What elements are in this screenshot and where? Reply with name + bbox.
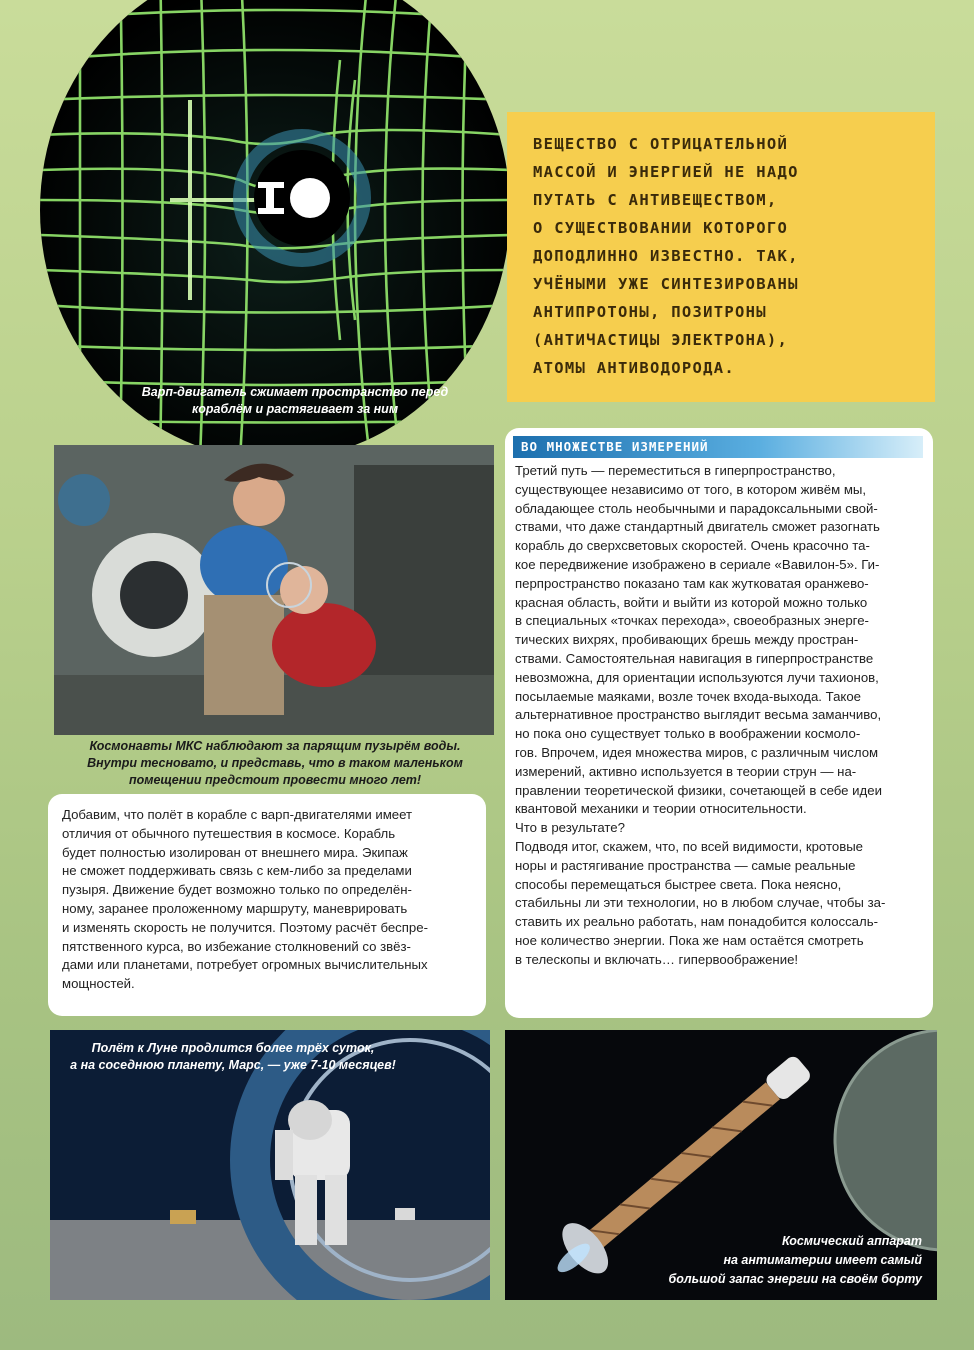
callout-line: УЧЁНЫМИ УЖЕ СИНТЕЗИРОВАНЫ — [533, 275, 799, 293]
text-line: Добавим, что полёт в корабле с варп-двигателями имеет — [62, 807, 413, 822]
subheading: Что в результате? — [515, 820, 625, 836]
callout-box — [507, 112, 935, 402]
text-line: Подводя итог, скажем, что, по всей видимости, кротовые — [515, 838, 864, 854]
text-line: норы и растягивание пространства — самые реальные — [515, 857, 856, 873]
moon-caption-line: Полёт к Луне продлится более трёх суток, — [91, 1041, 375, 1055]
iss-photo — [54, 445, 494, 735]
moon-caption — [58, 1040, 408, 1074]
text-line: существующее независимо от того, в котором живём мы, — [515, 481, 867, 497]
iss-caption-line: Внутри тесновато, и представь, что в таком маленьком — [87, 756, 463, 770]
text-line: и изменять скорость не получится. Поэтому расчёт беспре- — [62, 919, 428, 935]
iss-caption-line: Космонавты МКС наблюдают за парящим пузырём воды. — [89, 739, 461, 753]
text-line: в специальных «точках перехода», своеобразных энерге- — [515, 613, 869, 629]
ship-caption-line: Космический аппарат — [782, 1234, 922, 1248]
text-line: ставить их реально работать, нам понадобится колоссаль- — [515, 914, 878, 930]
iss-caption — [50, 738, 500, 789]
iss-photo-graphic — [54, 445, 494, 735]
callout-line: АТОМЫ АНТИВОДОРОДА. — [533, 359, 736, 377]
text-line: перпространство показано там как жутковатая оранжево- — [515, 575, 869, 591]
text-line: в телескопы и включать… гипервоображение! — [515, 951, 799, 967]
callout-line: МАССОЙ И ЭНЕРГИЕЙ НЕ НАДО — [533, 163, 799, 181]
text-line: посылаемые маяками, возле точек входа-выхода. Такое — [515, 688, 861, 704]
moon-caption-line: а на соседнюю планету, Марс, — уже 7-10 месяцев! — [70, 1058, 396, 1072]
text-line: пузыря. Движение будет возможно только по определён- — [62, 882, 412, 898]
ship-caption — [640, 1232, 922, 1289]
left-article-text — [48, 794, 486, 1016]
text-line: квантовой механики и теории относительности. — [515, 801, 807, 817]
text-line: правлении теоретической физики, сочетающей в себе идеи — [515, 782, 882, 798]
callout-line: ДОПОДЛИННО ИЗВЕСТНО. ТАК, — [533, 247, 799, 265]
callout-line: О СУЩЕСТВОВАНИИ КОТОРОГО — [533, 219, 789, 237]
text-line: ствами, что даже стандартный двигатель сможет разогнать — [515, 519, 880, 535]
text-line: дами или планетами, потребует огромных вычислительных — [62, 957, 428, 973]
text-line: альтернативное пространство выглядит весьма заманчиво, — [515, 707, 882, 723]
callout-line: (АНТИЧАСТИЦЫ ЭЛЕКТРОНА), — [533, 331, 789, 349]
text-line: невозможна, для ориентации используются лучи тахионов, — [515, 669, 879, 685]
iss-caption-line: помещении предстоит провести много лет! — [128, 773, 422, 787]
text-line: измерений, активно используется в теории струн — на- — [515, 763, 857, 779]
right-article-text — [505, 428, 933, 1018]
text-line: пятственного курса, во избежание столкновений со звёз- — [62, 938, 411, 954]
text-line: не сможет поддерживать связь с кем-либо за пределами — [62, 863, 412, 879]
warp-caption-line: кораблём и растягивает за ним — [191, 402, 399, 416]
text-line: тических вихрях, пробивающих брешь между простран- — [515, 632, 859, 648]
text-line: ствами. Самостоятельная навигация в гиперпространстве — [515, 650, 874, 666]
text-line: корабль до сверхсветовых скоростей. Очень красочно та- — [515, 538, 870, 554]
text-line: гов. Впрочем, идея множества миров, с различным числом — [515, 744, 879, 760]
text-line: красная область, войти и выйти из которой можно только — [515, 594, 868, 610]
callout-line: ВЕЩЕСТВО С ОТРИЦАТЕЛЬНОЙ — [533, 135, 789, 153]
warp-caption — [110, 384, 480, 418]
text-line: отличия от обычного путешествия в космосе. Корабль — [62, 825, 396, 841]
text-line: ное количество энергии. Пока же нам остаётся смотреть — [515, 932, 864, 948]
text-line: будет полностью изолирован от внешнего мира. Экипаж — [62, 844, 408, 860]
text-line: стабильны ли эти технологии, но в любом случае, чтобы за- — [515, 895, 886, 911]
section-heading: ВО МНОЖЕСТВЕ ИЗМЕРЕНИЙ — [513, 436, 923, 458]
text-line: обладающее столь необычными и парадоксальными свой- — [515, 500, 878, 516]
text-line: способы перемещаться быстрее света. Пока неясно, — [515, 876, 842, 892]
text-line: Третий путь — переместиться в гиперпространство, — [515, 463, 836, 478]
text-line: но пока оно существует только в воображении космоло- — [515, 726, 861, 742]
ship-caption-line: на антиматерии имеет самый — [723, 1253, 922, 1267]
text-line: ному, заранее проложенному маршруту, маневрировать — [62, 900, 408, 916]
ship-caption-line: большой запас энергии на своём борту — [668, 1272, 922, 1286]
callout-line: АНТИПРОТОНЫ, ПОЗИТРОНЫ — [533, 303, 767, 321]
callout-line: ПУТАТЬ С АНТИВЕЩЕСТВОМ, — [533, 191, 778, 209]
text-line: кое передвижение изображено в сериале «Вавилон-5». Ги- — [515, 556, 880, 572]
warp-caption-line: Варп-двигатель сжимает пространство перед — [141, 385, 449, 399]
text-line: мощностей. — [62, 976, 135, 992]
